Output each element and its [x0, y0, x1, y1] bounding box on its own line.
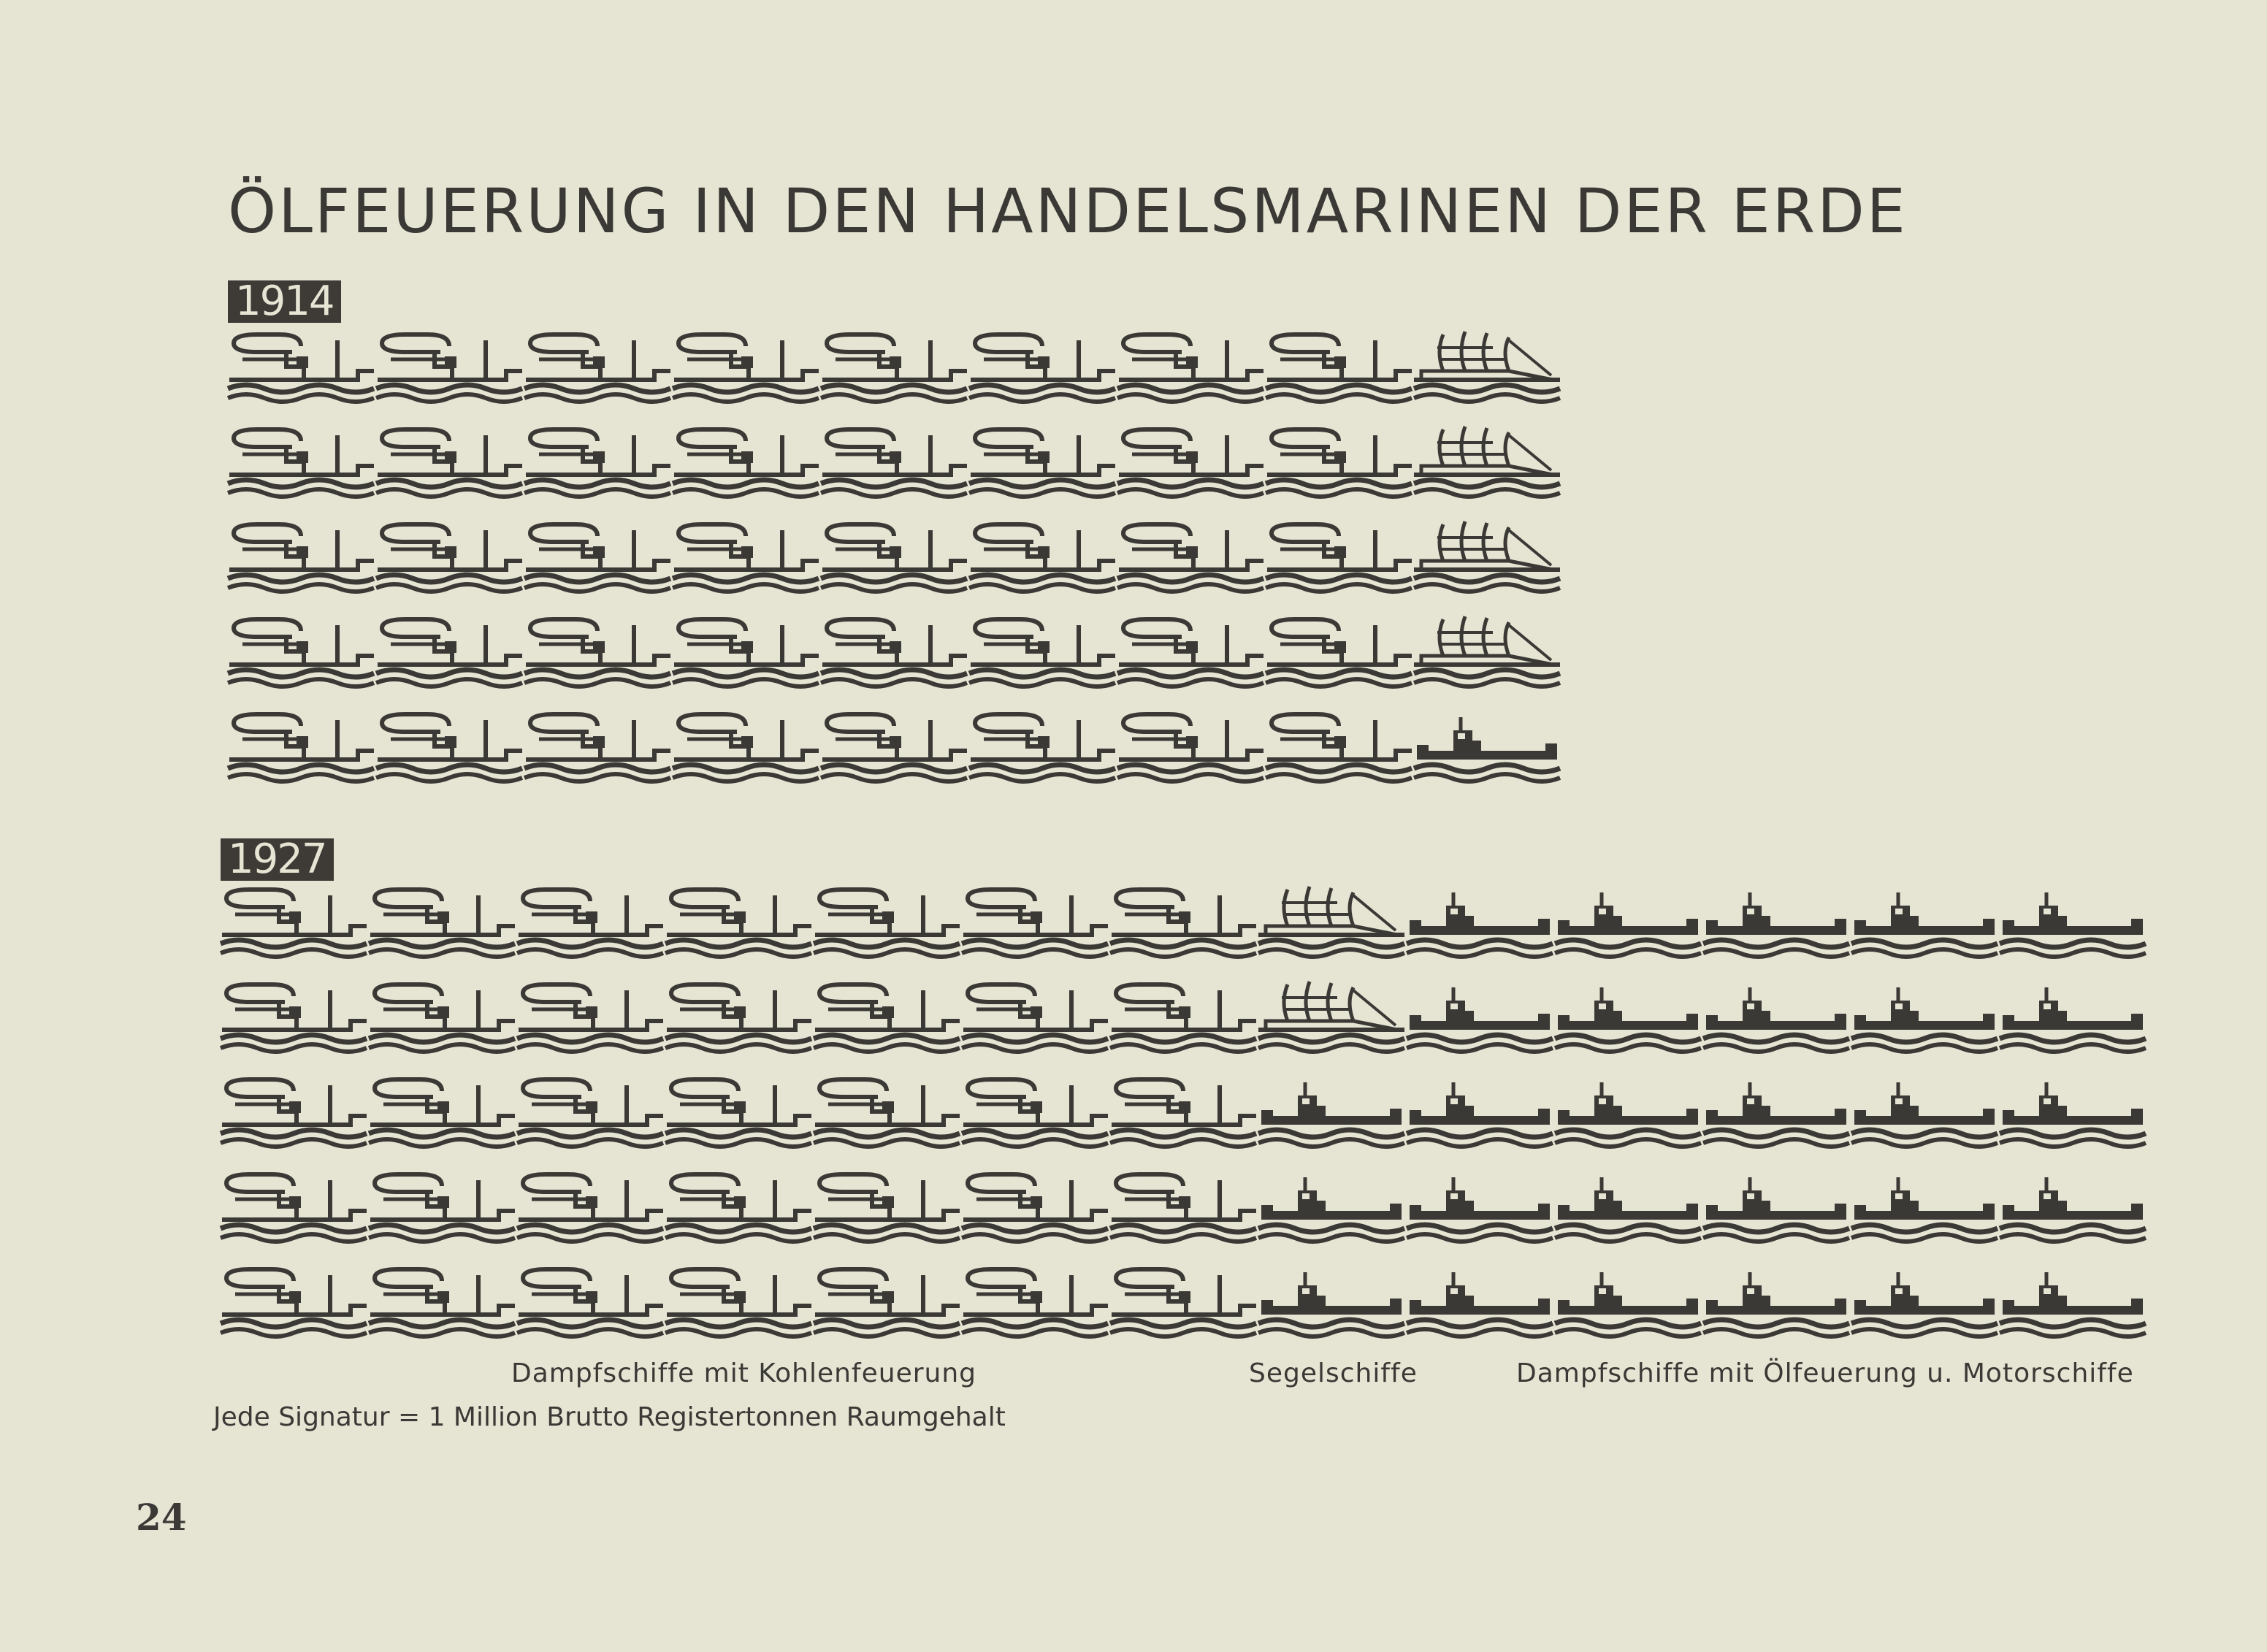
coal-steamship-icon — [665, 1079, 811, 1147]
motor-ship-icon — [2000, 892, 2146, 957]
coal-steamship-icon — [369, 890, 515, 957]
coal-steamship-icon — [517, 1079, 663, 1147]
coal-steamship-icon — [369, 1269, 515, 1336]
coal-steamship-icon — [673, 429, 819, 497]
coal-steamship-icon — [524, 334, 670, 402]
coal-steamship-icon — [221, 984, 367, 1052]
coal-steamship-icon — [524, 619, 670, 687]
coal-steamship-icon — [665, 984, 811, 1052]
sailing-ship-icon — [1414, 332, 1560, 402]
coal-steamship-icon — [821, 619, 967, 687]
motor-ship-icon — [2000, 1177, 2146, 1242]
motor-ship-icon — [1258, 1272, 1404, 1336]
motor-ship-icon — [2000, 1272, 2146, 1336]
coal-steamship-icon — [665, 1269, 811, 1336]
motor-ship-icon — [1555, 1272, 1701, 1336]
coal-steamship-icon — [1266, 524, 1412, 592]
coal-steamship-icon — [962, 984, 1108, 1052]
coal-steamship-icon — [969, 334, 1115, 402]
motor-ship-icon — [1703, 1272, 1849, 1336]
motor-ship-icon — [1851, 892, 1998, 957]
coal-steamship-icon — [1117, 714, 1264, 781]
coal-steamship-icon — [517, 1269, 663, 1336]
coal-steamship-icon — [228, 524, 374, 592]
legend-oil-motor-ships: Dampfschiffe mit Ölfeuerung u. Motorschiffe — [1516, 1358, 2134, 1388]
coal-steamship-icon — [376, 714, 522, 781]
motor-ship-icon — [1851, 1177, 1998, 1242]
motor-ship-icon — [1407, 1082, 1553, 1147]
coal-steamship-icon — [221, 1269, 367, 1336]
coal-steamship-icon — [228, 619, 374, 687]
coal-steamship-icon — [962, 1269, 1108, 1336]
coal-steamship-icon — [1117, 429, 1264, 497]
sailing-ship-icon — [1414, 616, 1560, 687]
coal-steamship-icon — [524, 714, 670, 781]
coal-steamship-icon — [1110, 1269, 1256, 1336]
coal-steamship-icon — [665, 890, 811, 957]
coal-steamship-icon — [1266, 334, 1412, 402]
coal-steamship-icon — [1266, 714, 1412, 781]
coal-steamship-icon — [969, 429, 1115, 497]
motor-ship-icon — [1555, 1177, 1701, 1242]
coal-steamship-icon — [376, 334, 522, 402]
coal-steamship-icon — [814, 984, 960, 1052]
coal-steamship-icon — [1117, 619, 1264, 687]
coal-steamship-icon — [369, 1079, 515, 1147]
coal-steamship-icon — [1110, 1174, 1256, 1242]
coal-steamship-icon — [673, 619, 819, 687]
legend-sailing-ships: Segelschiffe — [1249, 1358, 1418, 1388]
coal-steamship-icon — [1266, 429, 1412, 497]
coal-steamship-icon — [517, 984, 663, 1052]
motor-ship-icon — [1851, 1272, 1998, 1336]
coal-steamship-icon — [369, 984, 515, 1052]
motor-ship-icon — [2000, 987, 2146, 1052]
coal-steamship-icon — [1110, 890, 1256, 957]
year-label-1914: 1914 — [228, 280, 341, 323]
sailing-ship-icon — [1414, 521, 1560, 592]
coal-steamship-icon — [517, 1174, 663, 1242]
sailing-ship-icon — [1414, 427, 1560, 497]
motor-ship-icon — [1258, 1177, 1404, 1242]
coal-steamship-icon — [821, 524, 967, 592]
coal-steamship-icon — [524, 524, 670, 592]
motor-ship-icon — [1703, 892, 1849, 957]
motor-ship-icon — [1407, 987, 1553, 1052]
sailing-ship-icon — [1258, 982, 1404, 1052]
coal-steamship-icon — [962, 890, 1108, 957]
coal-steamship-icon — [814, 1174, 960, 1242]
coal-steamship-icon — [1110, 1079, 1256, 1147]
motor-ship-icon — [1851, 987, 1998, 1052]
year-label-1927: 1927 — [221, 838, 334, 881]
motor-ship-icon — [2000, 1082, 2146, 1147]
coal-steamship-icon — [228, 429, 374, 497]
motor-ship-icon — [1407, 1177, 1553, 1242]
coal-steamship-icon — [821, 714, 967, 781]
coal-steamship-icon — [524, 429, 670, 497]
coal-steamship-icon — [814, 890, 960, 957]
page-number: 24 — [136, 1496, 187, 1539]
pictograph-1927 — [221, 887, 2146, 1336]
coal-steamship-icon — [228, 714, 374, 781]
coal-steamship-icon — [814, 1079, 960, 1147]
coal-steamship-icon — [962, 1079, 1108, 1147]
coal-steamship-icon — [665, 1174, 811, 1242]
sailing-ship-icon — [1258, 887, 1404, 957]
coal-steamship-icon — [517, 890, 663, 957]
coal-steamship-icon — [376, 524, 522, 592]
coal-steamship-icon — [673, 524, 819, 592]
coal-steamship-icon — [814, 1269, 960, 1336]
coal-steamship-icon — [969, 524, 1115, 592]
motor-ship-icon — [1703, 1177, 1849, 1242]
motor-ship-icon — [1407, 1272, 1553, 1336]
chart-title: ÖLFEUERUNG IN DEN HANDELSMARINEN DER ERDE — [228, 175, 1908, 247]
coal-steamship-icon — [376, 619, 522, 687]
coal-steamship-icon — [821, 334, 967, 402]
coal-steamship-icon — [962, 1174, 1108, 1242]
coal-steamship-icon — [1117, 334, 1264, 402]
motor-ship-icon — [1258, 1082, 1404, 1147]
coal-steamship-icon — [221, 1079, 367, 1147]
coal-steamship-icon — [221, 890, 367, 957]
scale-note: Jede Signatur = 1 Million Brutto Registertonnen Raumgehalt — [213, 1402, 1006, 1432]
motor-ship-icon — [1703, 987, 1849, 1052]
coal-steamship-icon — [1117, 524, 1264, 592]
coal-steamship-icon — [1110, 984, 1256, 1052]
coal-steamship-icon — [1266, 619, 1412, 687]
pictograph-1914 — [228, 332, 1560, 781]
motor-ship-icon — [1703, 1082, 1849, 1147]
motor-ship-icon — [1555, 1082, 1701, 1147]
motor-ship-icon — [1851, 1082, 1998, 1147]
coal-steamship-icon — [221, 1174, 367, 1242]
coal-steamship-icon — [969, 619, 1115, 687]
coal-steamship-icon — [673, 334, 819, 402]
coal-steamship-icon — [369, 1174, 515, 1242]
motor-ship-icon — [1555, 892, 1701, 957]
legend-coal-steamships: Dampfschiffe mit Kohlenfeuerung — [511, 1358, 977, 1388]
motor-ship-icon — [1414, 717, 1560, 781]
coal-steamship-icon — [228, 334, 374, 402]
coal-steamship-icon — [821, 429, 967, 497]
coal-steamship-icon — [969, 714, 1115, 781]
motor-ship-icon — [1555, 987, 1701, 1052]
coal-steamship-icon — [376, 429, 522, 497]
coal-steamship-icon — [673, 714, 819, 781]
motor-ship-icon — [1407, 892, 1553, 957]
